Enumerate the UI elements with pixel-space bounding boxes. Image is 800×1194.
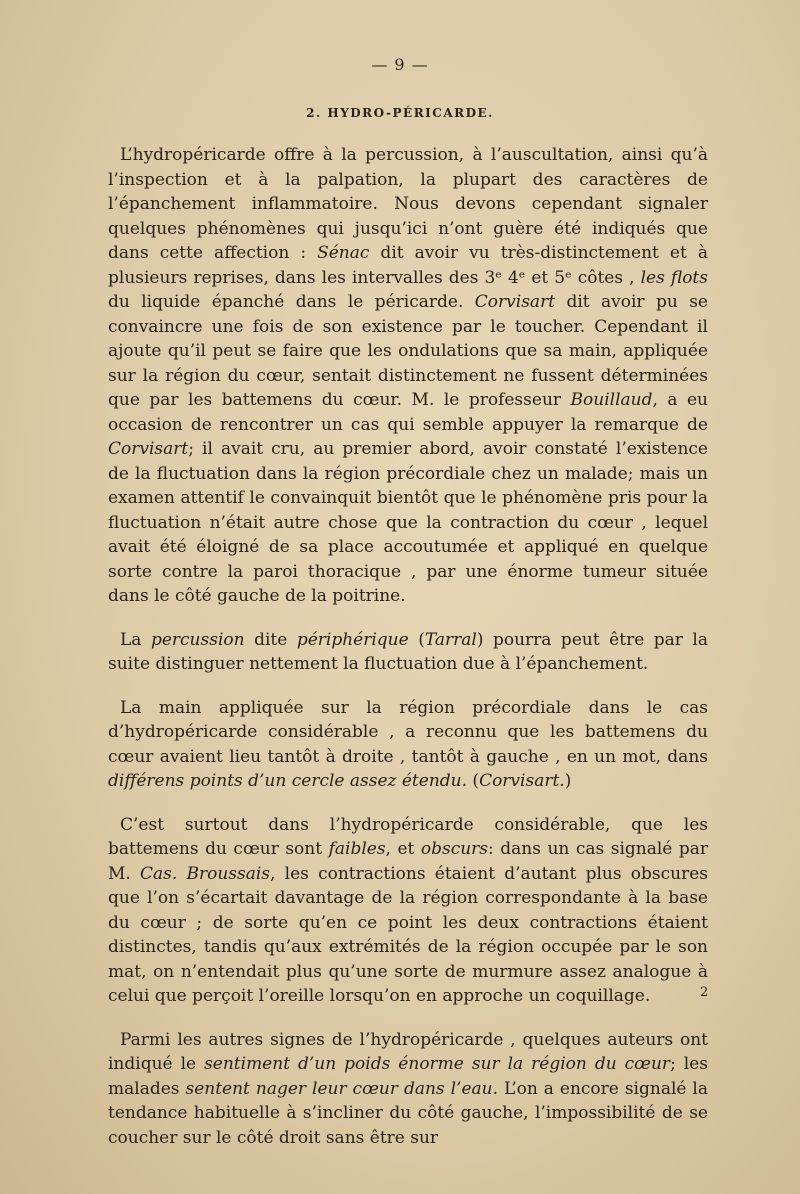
body-text bbox=[108, 143, 708, 1169]
paragraph-text: Parmi les autres signes de l’hydropéricarde , quelques auteurs ont indiqué le bbox=[108, 1029, 708, 1074]
paragraph-text: ; il avait cru, au premier abord, avoir constaté l’existence de la fluctuation dans la région précordiale chez un malade; mais un examen attentif le convainquit bientôt que le phénomène pris pour la fluctuation n’était autre chose que la contraction du cœur , lequel avait été éloigné de sa place accoutumée et appliqué en quelque sorte contre la paroi thoracique , par une énorme tumeur située dans le côté gauche de la poitrine. bbox=[108, 439, 708, 606]
paragraph-text: : dans un cas signalé par M. bbox=[108, 839, 709, 884]
italic-text: sentiment d’un poids énorme sur la région du cœur bbox=[204, 1054, 671, 1074]
italic-text: périphérique bbox=[296, 629, 409, 650]
paragraph bbox=[108, 696, 708, 794]
paragraph-text: ; les malades bbox=[108, 1054, 709, 1099]
paragraph-text: ) pourra peut être par la suite distinguer nettement la fluctuation due à l’épanchement. bbox=[108, 629, 709, 674]
paragraph-text: ) bbox=[564, 771, 572, 791]
paragraph-text: , les contractions étaient d’autant plus obscures que l’on s’écartait davantage de la région correspondante à la base du cœur ; de sorte qu’en ce point les deux contractions étaient distinctes, tandis qu’aux extrémités de la région occupée par le son mat, on n’entendait plus qu’une sorte de murmure assez analogue à celui que perçoit l’oreille lorsqu’on en approche un coquillage. bbox=[108, 863, 708, 1006]
paragraph-text: , et bbox=[385, 839, 421, 859]
paragraph-text: ( bbox=[408, 629, 425, 650]
section-heading: 2. HYDRO-PÉRICARDE. bbox=[306, 106, 494, 120]
italic-text: faibles bbox=[328, 839, 386, 859]
italic-text: Corvisart bbox=[474, 292, 556, 312]
paragraph bbox=[108, 813, 708, 1009]
paragraph-text: dit avoir vu très-distinctement et à plusieurs reprises, dans les intervalles des 3ᵉ 4ᵉ et 5ᵉ côtes , bbox=[108, 243, 708, 288]
paragraph-text: L’on a encore signalé la tendance habituelle à s’incliner du côté gauche, l’impossibilité de se coucher sur le côté droit sans être sur bbox=[108, 1078, 709, 1148]
paragraph-text: dite bbox=[244, 629, 297, 650]
paragraph-text: du liquide épanché dans le péricarde. bbox=[108, 292, 475, 312]
italic-text: Sénac bbox=[317, 243, 370, 263]
italic-text: Bouillaud bbox=[570, 390, 653, 410]
italic-text: sentent nager leur cœur dans l’eau. bbox=[185, 1078, 499, 1099]
paragraph bbox=[108, 1028, 708, 1151]
italic-text: les flots bbox=[640, 267, 708, 288]
printer-signature-mark: 2 bbox=[700, 985, 709, 1000]
italic-text: différens points d’un cercle assez étendu. bbox=[108, 771, 468, 791]
paragraph bbox=[108, 628, 708, 677]
italic-text: obscurs bbox=[420, 839, 489, 859]
paragraph-text: , a eu occasion de rencontrer un cas qui semble appuyer la remarque de bbox=[108, 390, 709, 435]
italic-text: Corvisart bbox=[108, 439, 189, 459]
paragraph-text: ( bbox=[467, 771, 480, 791]
paragraph bbox=[108, 143, 708, 609]
italic-text: Corvisart. bbox=[479, 771, 565, 791]
italic-text: percussion bbox=[150, 629, 245, 650]
paragraph-text: La main appliquée sur la région précordiale dans le cas d’hydropéricarde considérable , a reconnu que les battemens du cœur avaient lieu tantôt à droite , tantôt à gauche , en un mot, dans bbox=[108, 697, 708, 767]
page-number: — 9 — bbox=[371, 55, 429, 74]
italic-text: Tarral bbox=[424, 629, 477, 650]
paragraph-text: dit avoir pu se convaincre une fois de son existence par le toucher. Cependant il ajoute qu’il peut se faire que les ondulations que sa main, appliquée sur la région du cœur, sentait distinctement ne fussent déterminées que par les battemens du cœur. M. le professeur bbox=[108, 292, 708, 410]
paragraph-text: L’hydropéricarde offre à la percussion, à l’auscultation, ainsi qu’à l’inspection et à la palpation, la plupart des caractères de l’épanchement inflammatoire. Nous devons cependant signaler quelques phénomènes qui jusqu’ici n’ont guère été indiqués que dans cette affection : bbox=[108, 145, 708, 263]
paragraph-text: La bbox=[120, 629, 151, 650]
italic-text: Cas. Broussais bbox=[140, 863, 271, 884]
paragraph-text: C’est surtout dans l’hydropéricarde considérable, que les battemens du cœur sont bbox=[108, 814, 708, 859]
